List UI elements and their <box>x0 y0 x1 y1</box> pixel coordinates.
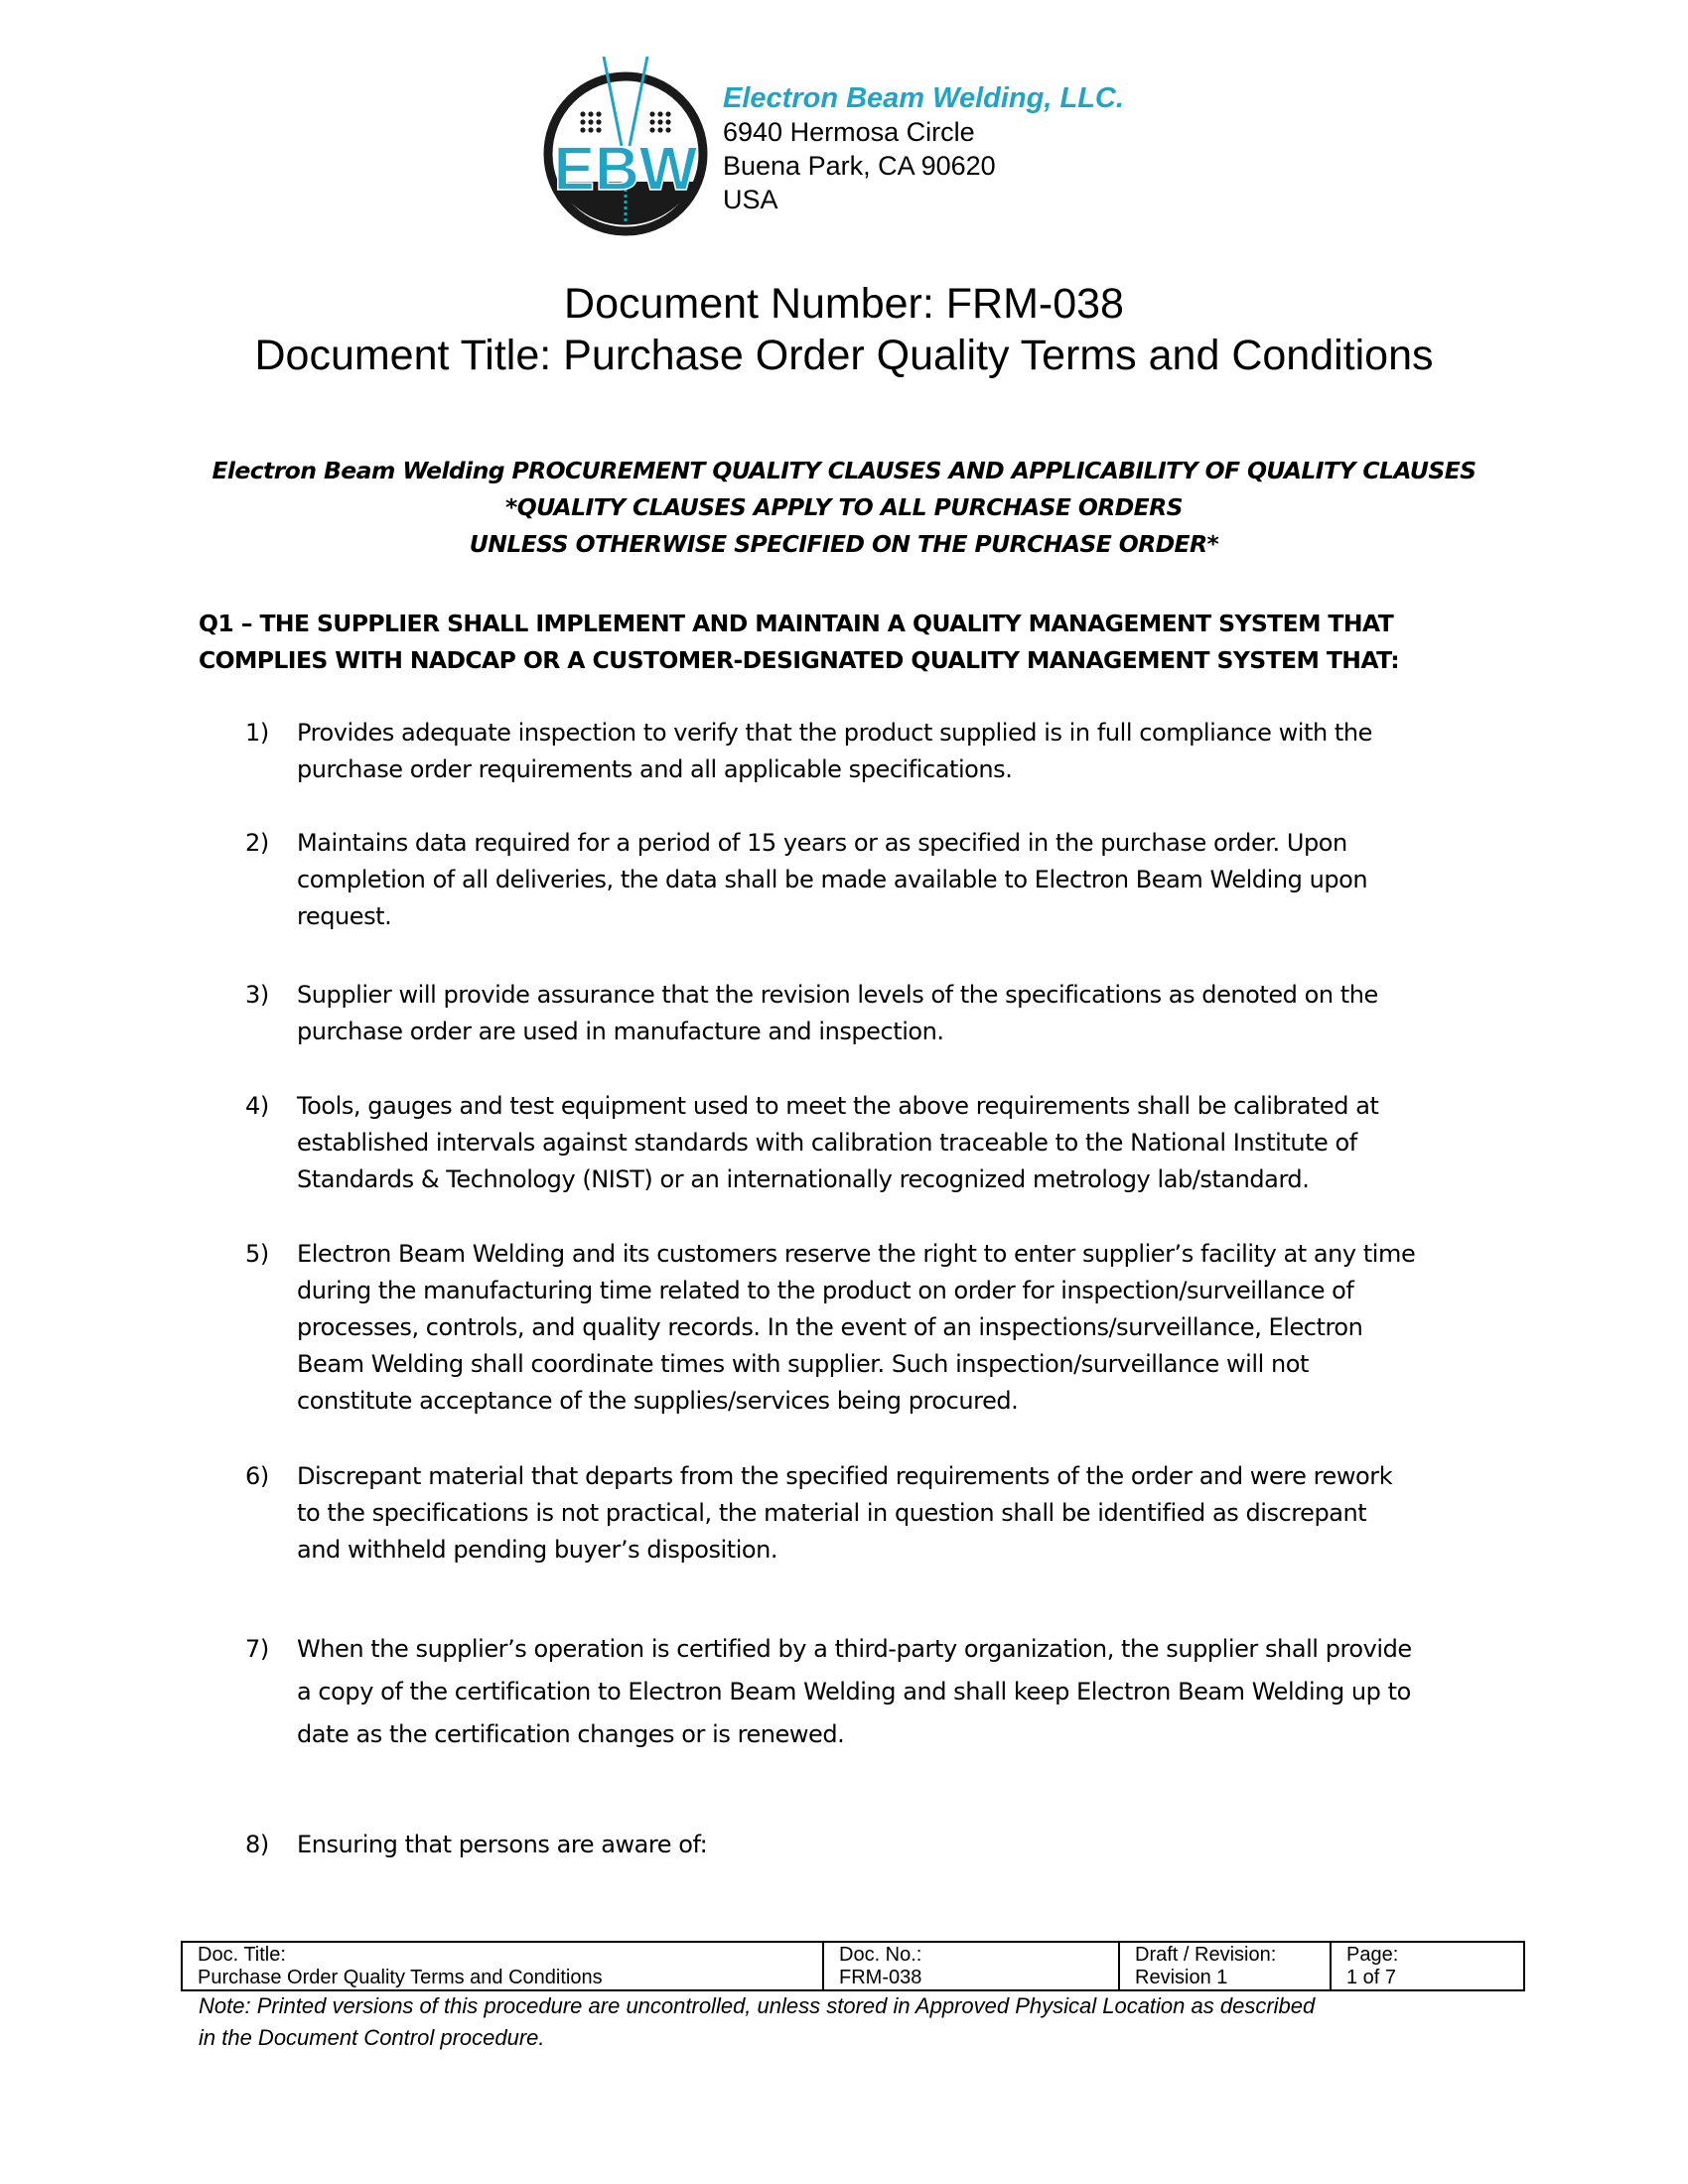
footer-page-cell <box>1332 1943 1523 1989</box>
company-info <box>723 81 1124 216</box>
list-item-number: 4) <box>245 1092 269 1120</box>
address-line-2: Buena Park, CA 90620 <box>723 151 996 181</box>
logo-text: EBW <box>553 135 698 204</box>
list-item-number: 5) <box>245 1240 269 1268</box>
list-item <box>245 977 1506 1050</box>
list-item-line: Electron Beam Welding and its customers reserve the right to enter supplier’s facility at any time <box>297 1240 1416 1268</box>
footer-page-value: 1 of 7 <box>1346 1967 1397 1988</box>
list-item <box>245 1236 1506 1420</box>
footer-doc-no-value: FRM-038 <box>839 1967 922 1988</box>
list-item-line: constitute acceptance of the supplies/services being procured. <box>297 1387 1019 1415</box>
list-item-line: and withheld pending buyer’s disposition. <box>297 1536 778 1564</box>
footer-revision-label: Draft / Revision: <box>1135 1944 1277 1966</box>
list-item-number: 1) <box>245 719 269 747</box>
footer-doc-title-cell <box>183 1943 824 1989</box>
q1-heading-line-1: Q1 – THE SUPPLIER SHALL IMPLEMENT AND MAINTAIN A QUALITY MANAGEMENT SYSTEM THAT <box>199 610 1394 637</box>
quality-clauses-intro <box>0 453 1688 563</box>
list-item-line: Maintains data required for a period of 15 years or as specified in the purchase order. Upon <box>297 829 1347 857</box>
list-item-line: a copy of the certification to Electron Beam Welding and shall keep Electron Beam Welding up to <box>297 1678 1411 1706</box>
list-item-line: processes, controls, and quality records. In the event of an inspections/surveillance, Electron <box>297 1313 1363 1341</box>
company-logo <box>531 55 720 243</box>
intro-line-1: Electron Beam Welding PROCUREMENT QUALITY CLAUSES AND APPLICABILITY OF QUALITY CLAUSES <box>211 457 1477 484</box>
document-number: Document Number: FRM-038 <box>564 280 1124 328</box>
address-line-3: USA <box>723 185 778 214</box>
list-item-line: Provides adequate inspection to verify that the product supplied is in full compliance with the <box>297 719 1372 747</box>
q1-heading-line-2: COMPLIES WITH NADCAP OR A CUSTOMER-DESIGNATED QUALITY MANAGEMENT SYSTEM THAT: <box>199 646 1400 674</box>
footer-revision-cell <box>1120 1943 1332 1989</box>
footer-note <box>199 1990 1489 2054</box>
list-item-line: established intervals against standards with calibration traceable to the National Institute of <box>297 1129 1357 1157</box>
q1-heading <box>199 606 1509 679</box>
footer-doc-title-label: Doc. Title: <box>198 1944 286 1966</box>
list-item-number: 3) <box>245 981 269 1009</box>
list-item-line: Beam Welding shall coordinate times with supplier. Such inspection/surveillance will not <box>297 1350 1309 1378</box>
footer-revision-value: Revision 1 <box>1135 1967 1228 1988</box>
document-footer-table <box>181 1941 1525 1991</box>
list-item-line: request. <box>297 902 392 930</box>
list-item-line: Standards & Technology (NIST) or an internationally recognized metrology lab/standard. <box>297 1165 1310 1193</box>
footer-doc-no-cell <box>824 1943 1120 1989</box>
list-item-number: 7) <box>245 1635 269 1663</box>
document-title: Document Title: Purchase Order Quality Terms and Conditions <box>254 332 1434 379</box>
footer-doc-no-label: Doc. No.: <box>839 1944 922 1966</box>
list-item-line: Discrepant material that departs from the specified requirements of the order and were rework <box>297 1462 1393 1490</box>
list-item <box>245 1827 1506 1863</box>
footer-note-line-2: in the Document Control procedure. <box>199 2025 545 2050</box>
list-item-number: 8) <box>245 1831 269 1858</box>
list-item-line: during the manufacturing time related to the product on order for inspection/surveillance of <box>297 1277 1354 1304</box>
address-line-1: 6940 Hermosa Circle <box>723 117 975 147</box>
list-item-line: date as the certification changes or is renewed. <box>297 1720 845 1748</box>
list-item-line: to the specifications is not practical, the material in question shall be identified as discrepant <box>297 1499 1367 1527</box>
list-item-line: completion of all deliveries, the data shall be made available to Electron Beam Welding upon <box>297 866 1368 893</box>
intro-line-2: *QUALITY CLAUSES APPLY TO ALL PURCHASE ORDERS <box>505 493 1183 521</box>
list-item-line: Tools, gauges and test equipment used to meet the above requirements shall be calibrated at <box>297 1092 1379 1120</box>
list-item-line: purchase order requirements and all applicable specifications. <box>297 755 1013 783</box>
footer-note-line-1: Note: Printed versions of this procedure are uncontrolled, unless stored in Approved Physical Location as described <box>199 1993 1316 2018</box>
list-item-line: purchase order are used in manufacture and inspection. <box>297 1018 944 1045</box>
list-item-number: 2) <box>245 829 269 857</box>
footer-page-label: Page: <box>1346 1944 1399 1966</box>
company-name: Electron Beam Welding, LLC. <box>723 82 1124 114</box>
list-item <box>245 1628 1506 1756</box>
list-item <box>245 715 1506 788</box>
list-item-line: When the supplier’s operation is certified by a third-party organization, the supplier shall provide <box>297 1635 1412 1663</box>
list-item-number: 6) <box>245 1462 269 1490</box>
list-item-line: Ensuring that persons are aware of: <box>297 1831 708 1858</box>
list-item <box>245 825 1506 935</box>
ebw-logo-graphic <box>531 55 720 243</box>
footer-doc-title-value: Purchase Order Quality Terms and Conditions <box>198 1967 603 1988</box>
list-item <box>245 1458 1506 1569</box>
list-item-line: Supplier will provide assurance that the revision levels of the specifications as denoted on the <box>297 981 1378 1009</box>
intro-line-3: UNLESS OTHERWISE SPECIFIED ON THE PURCHASE ORDER* <box>469 530 1219 558</box>
list-item <box>245 1088 1506 1198</box>
